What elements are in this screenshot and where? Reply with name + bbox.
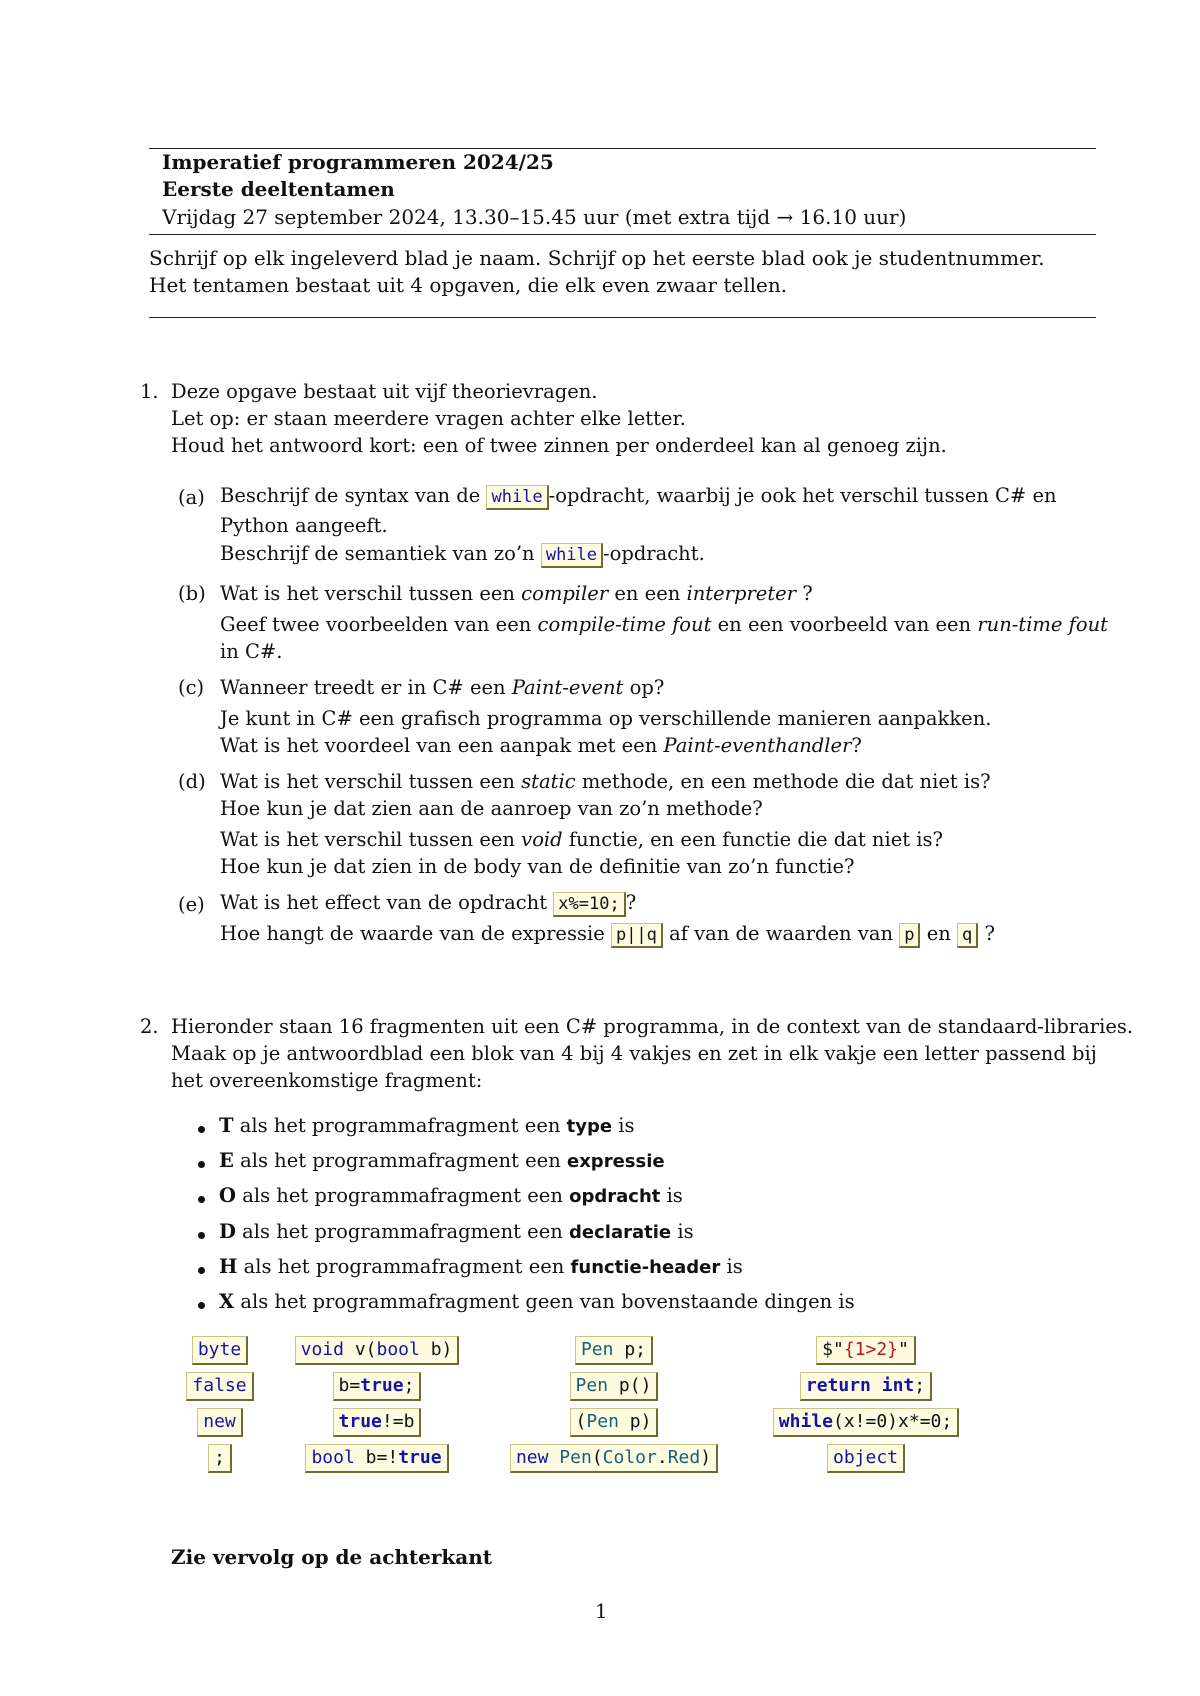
code-fragment-text: void v(bool b) [295,1336,460,1365]
instruction-2: Het tentamen bestaat uit 4 opgaven, die elk even zwaar tellen. [149,273,788,297]
letter-E: E [219,1149,234,1172]
continue-note: Zie vervolg op de achterkant [171,1545,493,1569]
q2-intro-2: Maak op je antwoordblad een blok van 4 bij 4 vakjes en zet in elk vakje een letter passend bij [171,1042,1097,1065]
term-declaratie: declaratie [569,1222,672,1243]
compiler-term: compiler [521,582,609,605]
q1a-line-1 [220,484,1057,510]
code-fragment-text: while(x!=0)x*=0; [773,1408,959,1437]
code-fragment-text: (Pen p) [570,1408,659,1437]
exam-title: Eerste deeltentamen [162,177,395,201]
letter-T: T [219,1114,234,1137]
code-fragment-text: byte [192,1336,248,1365]
q1e-l2-post: ? [984,922,995,945]
term-functie-header: functie-header [570,1257,721,1278]
code-fragment-text: true!=b [333,1408,422,1437]
q1b-line-2 [220,613,1108,636]
term-opdracht: opdracht [569,1186,661,1207]
q1c-label: (c) [178,676,205,699]
q1e-l2-pre: Hoe hangt de waarde van de expressie [220,922,605,945]
q1d-l3-pre: Wat is het verschil tussen een [220,828,515,851]
bullet-text: als het programmafragment een [242,1220,563,1243]
p-code: p [899,923,920,948]
code-fragment [716,1408,1016,1437]
bullet-text: als het programmafragment geen van bovenstaande dingen is [240,1290,855,1313]
header-mid-rule [149,234,1096,235]
bullet-D [219,1220,694,1243]
code-fragment-text: Pen p; [575,1336,653,1365]
q1-intro-1: Deze opgave bestaat uit vijf theorievragen. [171,380,598,403]
run-time-term: run-time fout [977,613,1109,636]
term-type: type [566,1116,613,1137]
bullet-O [219,1184,683,1207]
code-fragment-text: object [827,1444,905,1473]
instruction-1: Schrijf op elk ingeleverd blad je naam. Schrijf op het eerste blad ook je studentnummer. [149,246,1045,270]
q1a-line-3 [220,542,705,568]
code-fragment [716,1372,1016,1401]
bullet-post: is [726,1255,743,1278]
paint-eventhandler-term: Paint-eventhandler [663,734,852,757]
q1a-sem-text: Beschrijf de semantiek van zo’n [220,542,535,565]
q1e-post: ? [625,891,637,914]
bullet-T [219,1114,635,1137]
code-fragment-text: new Pen(Color.Red) [510,1444,718,1473]
code-fragment [716,1336,1016,1365]
q1c-pre: Wanneer treedt er in C# een [220,676,506,699]
bullet-text: als het programmafragment een [243,1255,565,1278]
header-bottom-rule [149,317,1096,318]
q1a-label: (a) [178,486,205,509]
q1b-l2-pre: Geef twee voorbeelden van een [220,613,532,636]
code-fragment-text: return int; [800,1372,932,1401]
code-fragment-text: new [197,1408,243,1437]
letter-X: X [219,1290,235,1313]
exam-date: Vrijdag 27 september 2024, 13.30–15.45 uur (met extra tijd → 16.10 uur) [162,205,907,229]
bullet-dot [198,1126,205,1133]
modulo-assign-code: x%=10; [553,892,625,917]
q1c-line-2: Je kunt in C# een grafisch programma op verschillende manieren aanpakken. [220,707,992,730]
q1d-line-1 [220,770,991,793]
or-expression-code: p||q [611,923,663,948]
bullet-post: is [677,1220,694,1243]
compile-time-term: compile-time fout [537,613,712,636]
q1-intro-3: Houd het antwoord kort: een of twee zinnen per onderdeel kan al genoeg zijn. [171,434,947,457]
bullet-H [219,1255,743,1278]
bullet-post: is [618,1114,635,1137]
bullet-E [219,1149,665,1172]
q1d-l3-post: functie, en een functie die dat niet is? [568,828,943,851]
void-term: void [521,828,563,851]
q1a-text-post: -opdracht, waarbij je ook het verschil tussen C# en [548,484,1057,507]
q1b-pre: Wat is het verschil tussen een [220,582,515,605]
while-code: while [486,485,548,510]
q1c-l3-post: ? [851,734,862,757]
q1a-text: Beschrijf de syntax van de [220,484,481,507]
letter-O: O [219,1184,236,1207]
q1a-sem-post: -opdracht. [603,542,705,565]
q1d-post: methode, en een methode die dat niet is? [581,770,991,793]
letter-D: D [219,1220,236,1243]
q1d-line-4: Hoe kun je dat zien in de body van de definitie van zo’n functie? [220,855,855,878]
bullet-dot [198,1196,205,1203]
page-number: 1 [595,1600,608,1623]
q1d-label: (d) [178,770,206,793]
q1c-l3-pre: Wat is het voordeel van een aanpak met een [220,734,658,757]
q1b-mid: en een [614,582,681,605]
bullet-text: als het programmafragment een [242,1184,563,1207]
interpreter-term: interpreter [686,582,797,605]
bullet-X [219,1290,855,1313]
paint-event-term: Paint-event [511,676,624,699]
q1e-pre: Wat is het effect van de opdracht [220,891,548,914]
header-top-rule [149,148,1096,149]
q1e-l2-mid: af van de waarden van [669,922,894,945]
q-code: q [957,923,978,948]
code-fragment-text: $"{1>2}" [816,1336,916,1365]
code-fragment-text: false [186,1372,253,1401]
while-code-2: while [541,543,603,568]
q2-intro-3: het overeenkomstige fragment: [171,1069,483,1092]
bullet-dot [198,1302,205,1309]
bullet-text: als het programmafragment een [239,1114,561,1137]
static-term: static [521,770,576,793]
q1d-line-2: Hoe kun je dat zien aan de aanroep van zo’n methode? [220,797,763,820]
q1d-pre: Wat is het verschil tussen een [220,770,515,793]
q1-number: 1. [140,380,159,403]
q1d-line-3 [220,828,943,851]
q1b-l2-mid: en een voorbeeld van een [717,613,972,636]
q2-number: 2. [140,1015,159,1038]
bullet-text: als het programmafragment een [240,1149,561,1172]
q1e-line-2 [220,922,995,948]
code-fragment-text: bool b=!true [305,1444,448,1473]
q1c-line-3 [220,734,862,757]
bullet-dot [198,1267,205,1274]
course-title: Imperatief programmeren 2024/25 [162,150,554,174]
q1-intro-2: Let op: er staan meerdere vragen achter elke letter. [171,407,686,430]
q1e-label: (e) [178,893,205,916]
code-fragment-text: Pen p() [570,1372,659,1401]
term-expressie: expressie [566,1151,665,1172]
bullet-post: is [666,1184,683,1207]
q1a-line-2: Python aangeeft. [220,514,388,537]
q1e-line-1 [220,891,636,917]
q1c-post: op? [629,676,665,699]
q1c-line-1 [220,676,664,699]
q1b-post: ? [802,582,813,605]
q1b-line-1 [220,582,813,605]
letter-H: H [219,1255,238,1278]
code-fragment [716,1444,1016,1473]
bullet-dot [198,1161,205,1168]
q1b-label: (b) [178,582,206,605]
code-fragment-text: b=true; [333,1372,422,1401]
bullet-dot [198,1232,205,1239]
code-fragment-text: ; [208,1444,232,1473]
q2-intro-1: Hieronder staan 16 fragmenten uit een C# programma, in de context van de standaard-libraries. [171,1015,1134,1038]
q1b-line-3: in C#. [220,640,283,663]
q1e-en: en [926,922,951,945]
